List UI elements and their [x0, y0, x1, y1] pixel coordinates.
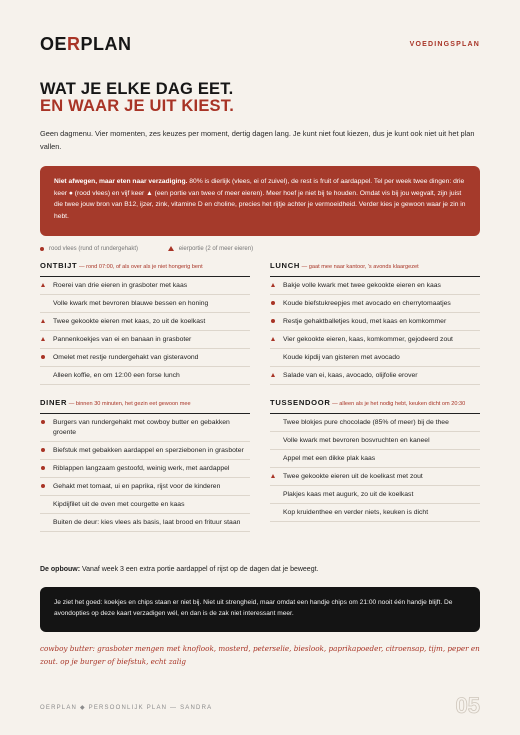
intro-text: Geen dagmenu. Vier momenten, zes keuzes per moment, dertig dagen lang. Je kunt niet fout kiezen, dus je kunt ook niet uit het plan vallen.: [40, 129, 475, 151]
ontbijt-title: ONTBIJT: [40, 261, 78, 270]
red-dot-icon: [41, 420, 45, 424]
list-item: [270, 277, 480, 295]
item-text: Omelet met restje rundergehakt van gisteravond: [53, 353, 199, 361]
list-item: [270, 432, 480, 450]
title-line-1: WAT JE ELKE DAG EET.: [40, 80, 234, 98]
red-dot-icon: [40, 247, 44, 251]
lunch-heading: [270, 260, 480, 277]
red-dot-icon: [41, 355, 45, 359]
red-triangle-icon: [41, 283, 45, 287]
red-triangle-icon: [271, 283, 275, 287]
tussendoor-subtitle: — alleen als je het nodig hebt, keuken dicht om 20:30: [330, 401, 466, 407]
item-text: Burgers van rundergehakt met cowboy butter en gebakken groente: [53, 418, 230, 436]
list-item: [40, 414, 250, 442]
brand-logo: OERPLAN: [40, 34, 132, 54]
meal-tussendoor: [270, 397, 480, 522]
diner-title: DINER: [40, 398, 68, 407]
list-item: [40, 331, 250, 349]
meal-diner: [40, 397, 250, 532]
item-text: Restje gehaktballetjes koud, met kaas en komkommer: [283, 317, 447, 325]
item-text: Roerei van drie eieren in grasboter met kaas: [53, 281, 188, 289]
list-item: [40, 277, 250, 295]
item-text: Vier gekookte eieren, kaas, komkommer, gejodeerd zout: [283, 335, 453, 343]
item-text: Twee gekookte eieren met kaas, zo uit de koelkast: [53, 317, 206, 325]
handwritten-note: cowboy butter: grasboter mengen met knoflook, mosterd, peterselie, bieslook, paprikapoeder, citroensap, tijm, peper en zout. op je burger of biefstuk, echt zalig: [40, 644, 480, 666]
list-item: [270, 504, 480, 522]
list-item: [270, 486, 480, 504]
red-triangle-icon: [271, 373, 275, 377]
meal-lunch: [270, 260, 480, 385]
item-text: Pannenkoekjes van ei en banaan in grasboter: [53, 335, 192, 343]
item-text: Gehakt met tomaat, ui en paprika, rijst voor de kinderen: [53, 482, 221, 490]
section-label: VOEDINGSPLAN: [409, 41, 480, 48]
item-text: Kop kruidenthee en verder niets, keuken is dicht: [283, 508, 429, 516]
item-text: Riblappen langzaam gestoofd, weinig werk, met aardappel: [53, 464, 230, 472]
item-text: Twee blokjes pure chocolade (85% of meer) bij de thee: [283, 418, 449, 426]
list-item: [270, 468, 480, 486]
list-item: [270, 349, 480, 367]
principle-box: [40, 166, 480, 236]
list-item: [40, 367, 250, 385]
list-item: [40, 460, 250, 478]
item-text: Twee gekookte eieren uit de koelkast met zout: [283, 472, 423, 480]
item-text: Koude kipdij van gisteren met avocado: [283, 353, 400, 361]
item-text: Volle kwark met bevroren bosvruchten en kaneel: [283, 436, 430, 444]
diner-heading: [40, 397, 250, 414]
item-text: Bakje volle kwark met twee gekookte eieren en kaas: [283, 281, 441, 289]
page-number: 05: [455, 693, 480, 718]
title-line-2: EN WAAR JE UIT KIEST.: [40, 97, 234, 115]
list-item: [270, 367, 480, 385]
item-text: Appel met een dikke plak kaas: [283, 454, 376, 462]
list-item: [40, 349, 250, 367]
item-text: Kipdijfilet uit de oven met courgette en kaas: [53, 500, 185, 508]
red-dot-icon: [271, 319, 275, 323]
list-item: [40, 313, 250, 331]
list-item: [40, 514, 250, 532]
red-triangle-icon: [271, 474, 275, 478]
list-item: [40, 478, 250, 496]
lunch-subtitle: — gaat mee naar kantoor, 's avonds klaargezet: [300, 264, 419, 270]
legend-egg-portion: eierportie (2 of meer eieren): [168, 246, 267, 252]
red-triangle-icon: [168, 246, 174, 251]
list-item: [270, 331, 480, 349]
red-triangle-icon: [41, 337, 45, 341]
ontbijt-subtitle: — rond 07:00, of als over als je niet hongerig bent: [77, 264, 203, 270]
red-dot-icon: [41, 448, 45, 452]
red-dot-icon: [41, 466, 45, 470]
insight-box: Je ziet het goed: koekjes en chips staan er niet bij. Niet uit strengheid, maar omdat een handje chips om 21:00 nooit één handje blijft. De avondopties op deze kaart verzadigen wél, en dan is de zak niet interessant meer.: [40, 587, 480, 632]
item-text: Plakjes kaas met augurk, zo uit de koelkast: [283, 490, 414, 498]
red-triangle-icon: [271, 337, 275, 341]
meal-ontbijt: [40, 260, 250, 385]
diner-subtitle: — binnen 30 minuten, het gezin eet gewoon mee: [67, 401, 191, 407]
tussendoor-title: TUSSENDOOR: [270, 398, 331, 407]
legend: [40, 246, 281, 252]
list-item: [270, 313, 480, 331]
list-item: [270, 295, 480, 313]
item-text: Koude biefstukreepjes met avocado en cherrytomaatjes: [283, 299, 451, 307]
principle-lead: Niet afwegen, maar eten naar verzadiging.: [54, 178, 188, 185]
item-text: Salade van ei, kaas, avocado, olijfolie erover: [283, 371, 418, 379]
item-text: Alleen koffie, en om 12:00 een forse lunch: [53, 371, 180, 379]
item-text: Volle kwark met bevroren blauwe bessen en honing: [53, 299, 209, 307]
item-text: Buiten de deur: kies vlees als basis, laat brood en frituur staan: [53, 518, 241, 526]
lunch-title: LUNCH: [270, 261, 301, 270]
red-dot-icon: [271, 301, 275, 305]
item-text: Biefstuk met gebakken aardappel en sperziebonen in grasboter: [53, 446, 244, 454]
list-item: [270, 450, 480, 468]
red-dot-icon: [41, 484, 45, 488]
opbouw-text: De opbouw: Vanaf week 3 een extra portie aardappel of rijst op de dagen dat je beweegt.: [40, 566, 319, 573]
ontbijt-heading: [40, 260, 250, 277]
tussendoor-heading: [270, 397, 480, 414]
principle-body: 80% is dierlijk (vlees, ei of zuivel), de rest is fruit of aardappel. Tel per week twee dingen: drie keer ● (rood vlees) en vijf keer ▲ (een portie van twee of meer eieren). Meer hoef je niet bij te houden. Omdat vis bij jou wegvalt, zijn juist die twee jouw bron van B12, ijzer, zink, vitamine D en choline, precies het rijtje achter je vermoeidheid. Verder kies je gewoon waar je zin in hebt.: [54, 178, 466, 220]
list-item: [270, 414, 480, 432]
list-item: [40, 295, 250, 313]
top-bar: [40, 34, 480, 54]
page-title: [40, 81, 234, 115]
red-triangle-icon: [41, 319, 45, 323]
legend-red-meat: rood vlees (rund of rundergehakt): [40, 246, 152, 252]
footer: OERPLAN ◆ PERSOONLIJK PLAN — SANDRA: [40, 705, 213, 711]
list-item: [40, 496, 250, 514]
list-item: [40, 442, 250, 460]
